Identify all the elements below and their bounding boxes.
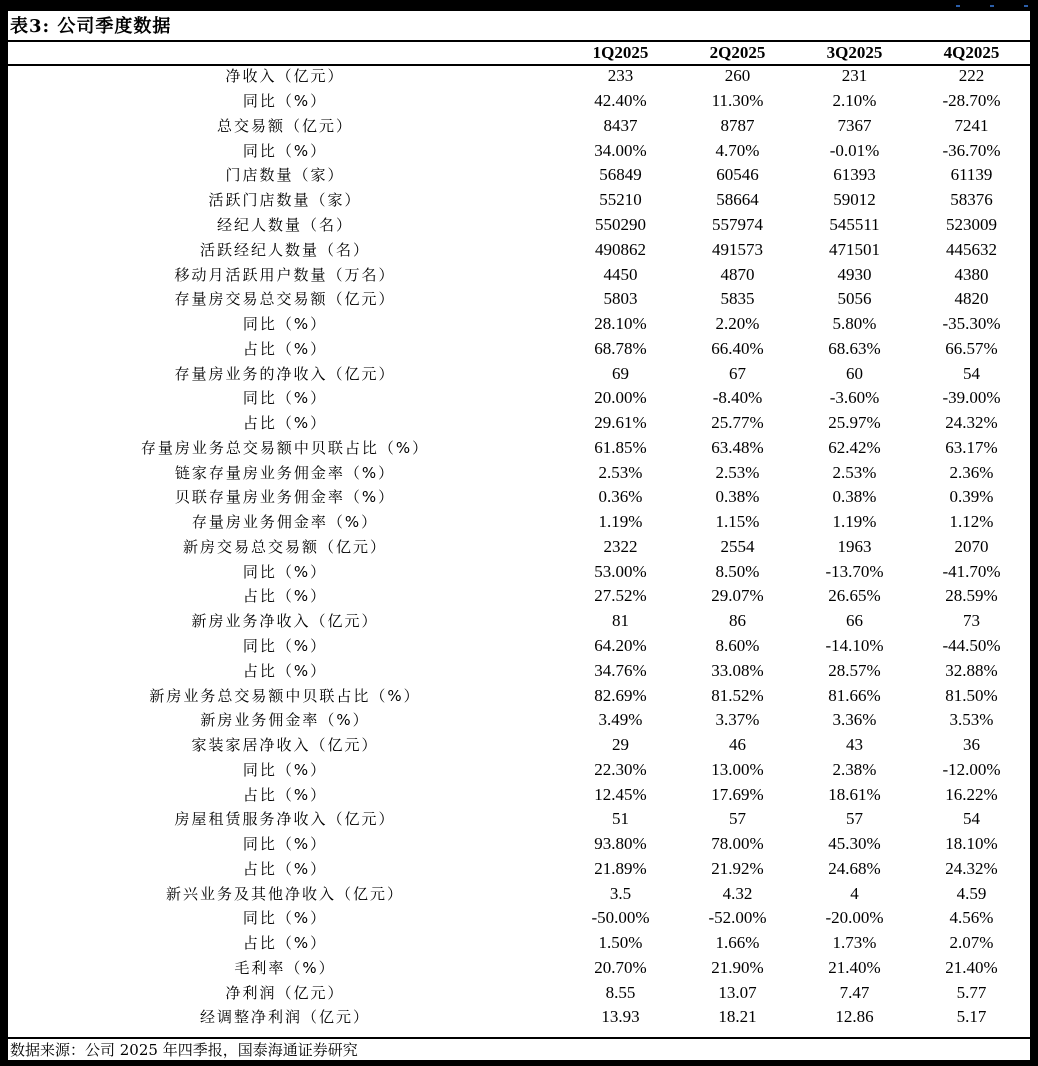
table-row <box>8 857 1030 882</box>
cell-value: 1.19% <box>832 512 877 532</box>
cell-value: 68.78% <box>594 338 647 358</box>
row-label: 同比（%） <box>242 141 328 160</box>
row-label: 存量房业务佣金率（%） <box>191 513 379 532</box>
row-label: 占比（%） <box>242 785 328 804</box>
cell-value: 1.73% <box>832 933 877 953</box>
row-label: 占比（%） <box>242 414 328 433</box>
header-3q2025: 3Q2025 <box>826 43 883 62</box>
cell-value: 3.5 <box>609 883 632 903</box>
cell-value: 29.61% <box>594 413 647 433</box>
cell-value: 5803 <box>603 289 638 309</box>
cell-value: 21.40% <box>945 957 998 977</box>
cell-value: 5.77 <box>956 982 987 1002</box>
cell-value: 20.00% <box>594 388 647 408</box>
cell-value: 29 <box>612 735 629 755</box>
table-row <box>8 980 1030 1005</box>
cell-value: 4930 <box>837 264 872 284</box>
cell-value: 27.52% <box>594 586 647 606</box>
cell-value: 21.92% <box>711 858 764 878</box>
cell-value: 4.32 <box>722 883 753 903</box>
cell-value: 18.61% <box>828 784 881 804</box>
cell-value: 2.07% <box>949 933 994 953</box>
cell-value: 1963 <box>837 536 872 556</box>
row-label: 经纪人数量（名） <box>216 215 353 234</box>
cell-value: 34.76% <box>594 660 647 680</box>
table-row <box>8 485 1030 510</box>
cell-value: 8.50% <box>715 561 760 581</box>
row-label: 同比（%） <box>242 389 328 408</box>
row-label: 新房业务总交易额中贝联占比（%） <box>149 686 421 705</box>
row-label: 占比（%） <box>242 339 328 358</box>
cell-value: -36.70% <box>942 140 1001 160</box>
cell-value: 7367 <box>837 115 872 135</box>
cell-value: 22.30% <box>594 759 647 779</box>
table-row <box>8 832 1030 857</box>
cell-value: 5835 <box>720 289 755 309</box>
cell-value: 58664 <box>716 190 759 210</box>
cell-value: 34.00% <box>594 140 647 160</box>
table-row <box>8 1005 1030 1030</box>
cell-value: -50.00% <box>591 908 650 928</box>
cell-value: 2.53% <box>715 462 760 482</box>
cell-value: 82.69% <box>594 685 647 705</box>
cell-value: 28.10% <box>594 314 647 334</box>
cell-value: 25.97% <box>828 413 881 433</box>
header-row <box>8 42 1030 64</box>
cell-value: 68.63% <box>828 338 881 358</box>
cell-value: -52.00% <box>708 908 767 928</box>
table-row <box>8 683 1030 708</box>
row-label: 链家存量房业务佣金率（%） <box>174 463 396 482</box>
cell-value: 8.55 <box>605 982 636 1002</box>
cell-value: 0.38% <box>832 487 877 507</box>
cell-value: -41.70% <box>942 561 1001 581</box>
cell-value: 2554 <box>720 536 755 556</box>
cell-value: 1.19% <box>598 512 643 532</box>
cell-value: 1.50% <box>598 933 643 953</box>
table-row <box>8 237 1030 262</box>
cell-value: 4.70% <box>715 140 760 160</box>
table-row <box>8 262 1030 287</box>
cell-value: -8.40% <box>712 388 763 408</box>
cell-value: 55210 <box>599 190 642 210</box>
cell-value: 2.53% <box>598 462 643 482</box>
row-label: 同比（%） <box>242 315 328 334</box>
cell-value: 7241 <box>954 115 989 135</box>
cell-value: 2.53% <box>832 462 877 482</box>
cell-value: 28.57% <box>828 660 881 680</box>
cell-value: 0.38% <box>715 487 760 507</box>
cell-value: -12.00% <box>942 759 1001 779</box>
table-row <box>8 906 1030 931</box>
cell-value: 45.30% <box>828 834 881 854</box>
table-row <box>8 733 1030 758</box>
cell-value: -39.00% <box>942 388 1001 408</box>
cell-value: 7.47 <box>839 982 870 1002</box>
cell-value: -20.00% <box>825 908 884 928</box>
row-label: 净收入（亿元） <box>225 67 345 86</box>
row-label: 毛利率（%） <box>234 958 336 977</box>
row-label: 新房业务佣金率（%） <box>200 711 370 730</box>
row-label: 净利润（亿元） <box>225 983 345 1002</box>
cell-value: 24.68% <box>828 858 881 878</box>
cell-value: 13.00% <box>711 759 764 779</box>
cell-value: 46 <box>729 735 746 755</box>
table-row <box>8 881 1030 906</box>
cell-value: 491573 <box>712 239 763 259</box>
cell-value: 81.50% <box>945 685 998 705</box>
cell-value: 51 <box>612 809 629 829</box>
cell-value: 8.60% <box>715 635 760 655</box>
row-label: 占比（%） <box>242 587 328 606</box>
cell-value: 490862 <box>595 239 646 259</box>
row-label: 存量房业务的净收入（亿元） <box>174 364 396 383</box>
cell-value: 5.80% <box>832 314 877 334</box>
table-row <box>8 584 1030 609</box>
cell-value: 63.17% <box>945 437 998 457</box>
cell-value: 12.86 <box>835 1007 874 1027</box>
table-row <box>8 559 1030 584</box>
cell-value: 57 <box>846 809 863 829</box>
cell-value: 231 <box>841 66 868 86</box>
table-row <box>8 931 1030 956</box>
header-rule <box>8 64 1030 66</box>
cell-value: 2.36% <box>949 462 994 482</box>
cell-value: 58376 <box>950 190 993 210</box>
cell-value: 62.42% <box>828 437 881 457</box>
table-row <box>8 213 1030 238</box>
cell-value: -0.01% <box>829 140 880 160</box>
table-row <box>8 435 1030 460</box>
cell-value: 0.39% <box>949 487 994 507</box>
cell-value: 66.57% <box>945 338 998 358</box>
table-row <box>8 658 1030 683</box>
cell-value: 78.00% <box>711 834 764 854</box>
row-label: 占比（%） <box>242 859 328 878</box>
cell-value: 29.07% <box>711 586 764 606</box>
cell-value: 86 <box>729 611 746 631</box>
cell-value: 33.08% <box>711 660 764 680</box>
row-label: 新房交易总交易额（亿元） <box>182 537 387 556</box>
cell-value: 59012 <box>833 190 876 210</box>
table-title: 表3: 公司季度数据 <box>10 16 172 37</box>
cell-value: 21.40% <box>828 957 881 977</box>
cell-value: 222 <box>958 66 985 86</box>
cell-value: -13.70% <box>825 561 884 581</box>
cell-value: 24.32% <box>945 858 998 878</box>
header-2q2025: 2Q2025 <box>709 43 766 62</box>
cell-value: 43 <box>846 735 863 755</box>
quarterly-data-table <box>8 42 1030 1030</box>
cell-value: 4 <box>850 883 859 903</box>
header-4q2025: 4Q2025 <box>943 43 1000 62</box>
cell-value: 61.85% <box>594 437 647 457</box>
source-note: 数据来源：公司 2025 年四季报，国泰海通证券研究 <box>10 1041 358 1059</box>
cell-value: 66.40% <box>711 338 764 358</box>
cell-value: 4450 <box>603 264 638 284</box>
table-row <box>8 782 1030 807</box>
cell-value: 471501 <box>829 239 880 259</box>
table-row <box>8 460 1030 485</box>
cell-value: 1.12% <box>949 512 994 532</box>
cell-value: 3.36% <box>832 710 877 730</box>
cell-value: 81.66% <box>828 685 881 705</box>
cell-value: 42.40% <box>594 91 647 111</box>
cell-value: 25.77% <box>711 413 764 433</box>
table-row <box>8 114 1030 139</box>
cell-value: 5.17 <box>956 1007 987 1027</box>
cell-value: 81 <box>612 611 629 631</box>
cell-value: 2322 <box>603 536 638 556</box>
decorative-dots <box>910 0 1030 11</box>
cell-value: 8437 <box>603 115 638 135</box>
table-row <box>8 609 1030 634</box>
cell-value: 60546 <box>716 165 759 185</box>
cell-value: 20.70% <box>594 957 647 977</box>
row-label: 活跃经纪人数量（名） <box>199 240 370 259</box>
table-row <box>8 535 1030 560</box>
row-label: 同比（%） <box>242 92 328 111</box>
row-label: 总交易额（亿元） <box>216 116 353 135</box>
cell-value: 21.89% <box>594 858 647 878</box>
cell-value: 4380 <box>954 264 989 284</box>
cell-value: 53.00% <box>594 561 647 581</box>
cell-value: 523009 <box>946 214 997 234</box>
cell-value: 11.30% <box>711 91 764 111</box>
cell-value: 81.52% <box>711 685 764 705</box>
cell-value: 61393 <box>833 165 876 185</box>
row-label: 门店数量（家） <box>225 166 345 185</box>
header-label <box>8 42 562 64</box>
cell-value: 93.80% <box>594 834 647 854</box>
row-label: 活跃门店数量（家） <box>208 191 362 210</box>
row-label: 占比（%） <box>242 661 328 680</box>
cell-value: 66 <box>846 611 863 631</box>
table-row <box>8 634 1030 659</box>
cell-value: 73 <box>963 611 980 631</box>
table-row <box>8 89 1030 114</box>
cell-value: 56849 <box>599 165 642 185</box>
cell-value: 17.69% <box>711 784 764 804</box>
cell-value: 13.93 <box>601 1007 640 1027</box>
header-1q2025: 1Q2025 <box>592 43 649 62</box>
table-row <box>8 708 1030 733</box>
table-row <box>8 138 1030 163</box>
cell-value: 233 <box>607 66 634 86</box>
cell-value: 0.36% <box>598 487 643 507</box>
row-label: 同比（%） <box>242 636 328 655</box>
row-label: 移动月活跃用户数量（万名） <box>174 265 396 284</box>
cell-value: -35.30% <box>942 314 1001 334</box>
table-row <box>8 336 1030 361</box>
cell-value: 545511 <box>829 214 880 234</box>
cell-value: 2.20% <box>715 314 760 334</box>
cell-value: 550290 <box>595 214 646 234</box>
cell-value: 18.10% <box>945 834 998 854</box>
cell-value: 16.22% <box>945 784 998 804</box>
cell-value: -44.50% <box>942 635 1001 655</box>
row-label: 同比（%） <box>242 909 328 928</box>
cell-value: 69 <box>612 363 629 383</box>
cell-value: 28.59% <box>945 586 998 606</box>
cell-value: 54 <box>963 363 980 383</box>
cell-value: 21.90% <box>711 957 764 977</box>
cell-value: 3.49% <box>598 710 643 730</box>
cell-value: 67 <box>729 363 746 383</box>
cell-value: 2070 <box>954 536 989 556</box>
table-row <box>8 956 1030 981</box>
bottom-rule <box>8 1037 1030 1039</box>
cell-value: 60 <box>846 363 863 383</box>
table-row <box>8 188 1030 213</box>
cell-value: 54 <box>963 809 980 829</box>
cell-value: 557974 <box>712 214 763 234</box>
row-label: 新兴业务及其他净收入（亿元） <box>165 884 404 903</box>
table-row <box>8 386 1030 411</box>
row-label: 存量房交易总交易额（亿元） <box>174 290 396 309</box>
cell-value: 57 <box>729 809 746 829</box>
cell-value: 63.48% <box>711 437 764 457</box>
cell-value: 61139 <box>950 165 993 185</box>
cell-value: 4820 <box>954 289 989 309</box>
row-label: 房屋租赁服务净收入（亿元） <box>174 810 396 829</box>
row-label: 同比（%） <box>242 760 328 779</box>
table-row <box>8 312 1030 337</box>
cell-value: 1.15% <box>715 512 760 532</box>
row-label: 经调整净利润（亿元） <box>199 1008 370 1027</box>
row-label: 同比（%） <box>242 562 328 581</box>
cell-value: 26.65% <box>828 586 881 606</box>
cell-value: 260 <box>724 66 751 86</box>
table-row <box>8 757 1030 782</box>
document-page <box>8 11 1030 1060</box>
row-label: 同比（%） <box>242 835 328 854</box>
cell-value: 4.56% <box>949 908 994 928</box>
cell-value: 18.21 <box>718 1007 757 1027</box>
cell-value: 1.66% <box>715 933 760 953</box>
row-label: 新房业务净收入（亿元） <box>191 612 379 631</box>
cell-value: 24.32% <box>945 413 998 433</box>
cell-value: 13.07 <box>718 982 757 1002</box>
cell-value: 8787 <box>720 115 755 135</box>
cell-value: 36 <box>963 735 980 755</box>
cell-value: 4870 <box>720 264 755 284</box>
table-row <box>8 411 1030 436</box>
cell-value: 2.10% <box>832 91 877 111</box>
table-row <box>8 163 1030 188</box>
table-row <box>8 287 1030 312</box>
cell-value: 4.59 <box>956 883 987 903</box>
row-label: 贝联存量房业务佣金率（%） <box>174 488 396 507</box>
cell-value: 2.38% <box>832 759 877 779</box>
cell-value: 445632 <box>946 239 997 259</box>
cell-value: 12.45% <box>594 784 647 804</box>
cell-value: 64.20% <box>594 635 647 655</box>
table-row <box>8 807 1030 832</box>
row-label: 存量房业务总交易额中贝联占比（%） <box>140 438 430 457</box>
row-label: 家装家居净收入（亿元） <box>191 736 379 755</box>
table-row <box>8 361 1030 386</box>
table-row <box>8 64 1030 89</box>
cell-value: 5056 <box>837 289 872 309</box>
cell-value: -3.60% <box>829 388 880 408</box>
cell-value: -14.10% <box>825 635 884 655</box>
cell-value: -28.70% <box>942 91 1001 111</box>
cell-value: 3.37% <box>715 710 760 730</box>
cell-value: 3.53% <box>949 710 994 730</box>
table-row <box>8 510 1030 535</box>
row-label: 占比（%） <box>242 934 328 953</box>
cell-value: 32.88% <box>945 660 998 680</box>
